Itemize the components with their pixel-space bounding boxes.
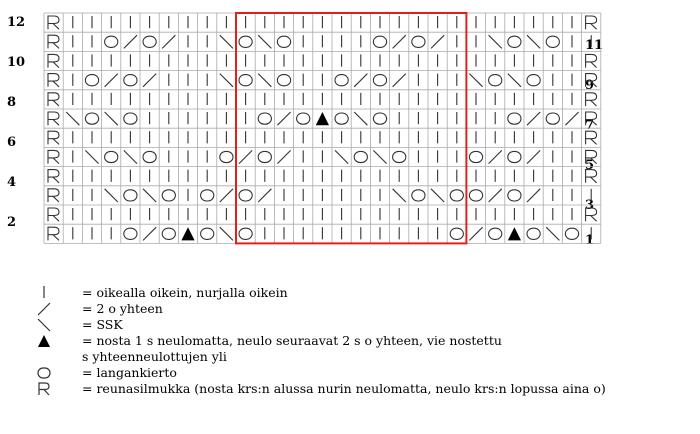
k2tog-mark xyxy=(393,35,406,48)
ssk-mark xyxy=(354,112,367,125)
k2tog-mark xyxy=(162,35,175,48)
ssk-mark xyxy=(124,150,137,163)
ssk-mark xyxy=(393,189,406,202)
circle-icon xyxy=(36,365,52,381)
legend-item-triangle-continued xyxy=(36,349,696,365)
k2tog-mark xyxy=(277,150,290,163)
row-number: 6 xyxy=(7,135,17,150)
ssk-mark xyxy=(105,189,118,202)
triangle-mark xyxy=(508,227,521,240)
yarnover-mark xyxy=(201,228,214,239)
k2tog-mark xyxy=(143,74,156,87)
yarnover-mark xyxy=(508,36,521,47)
edge-stitch-mark xyxy=(48,170,59,183)
edge-stitch-mark xyxy=(48,74,59,87)
yarnover-mark xyxy=(124,190,137,201)
yarnover-mark xyxy=(508,113,521,124)
yarnover-mark xyxy=(162,190,175,201)
knit-icon xyxy=(36,285,52,301)
k2tog-mark xyxy=(239,150,252,163)
row-number: 11 xyxy=(585,38,604,53)
ssk-mark xyxy=(469,74,482,87)
yarnover-mark xyxy=(373,75,386,86)
triangle-mark xyxy=(181,227,194,240)
k2tog-mark xyxy=(469,227,482,240)
ssk-mark xyxy=(220,35,233,48)
ssk-mark xyxy=(258,35,271,48)
k2tog-mark xyxy=(124,35,137,48)
row-number: 3 xyxy=(585,198,595,213)
ssk-mark xyxy=(546,227,559,240)
yarnover-mark xyxy=(565,228,578,239)
yarnover-mark xyxy=(489,75,502,86)
k2tog-mark xyxy=(258,189,271,202)
yarnover-mark xyxy=(277,36,290,47)
yarnover-mark xyxy=(124,75,137,86)
edge-stitch-mark xyxy=(586,54,597,67)
legend-text: = nosta 1 s neulomatta, neulo seuraavat 2 s o yhteen, vie nostettu xyxy=(82,333,502,348)
legend-item-knit xyxy=(36,285,696,301)
edge-stitch-mark xyxy=(586,16,597,29)
k2tog-mark xyxy=(527,112,540,125)
yarnover-mark xyxy=(162,228,175,239)
row-number: 8 xyxy=(7,95,17,110)
edge-stitch-mark xyxy=(48,189,59,202)
yarnover-mark xyxy=(258,113,271,124)
triangle-icon xyxy=(36,333,52,349)
k2tog-mark xyxy=(431,35,444,48)
row-number: 4 xyxy=(7,175,17,190)
ssk-mark xyxy=(143,189,156,202)
k2tog-mark xyxy=(489,150,502,163)
k2tog-mark xyxy=(220,189,233,202)
edge-stitch-mark xyxy=(48,93,59,106)
legend-text: s yhteenneulottujen yli xyxy=(82,349,227,364)
edge-stitch-mark xyxy=(48,35,59,48)
yarnover-mark xyxy=(335,113,348,124)
k2tog-mark xyxy=(527,150,540,163)
yarnover-mark xyxy=(450,228,463,239)
ssk-mark xyxy=(85,150,98,163)
r-icon xyxy=(36,381,52,397)
k2tog-mark xyxy=(277,112,290,125)
legend-item-ssk xyxy=(36,317,696,333)
ssk-mark xyxy=(335,150,348,163)
ssk-icon xyxy=(36,317,52,333)
legend-item-edge-stitch xyxy=(36,381,696,397)
legend-text: = 2 o yhteen xyxy=(82,301,163,316)
edge-stitch-mark xyxy=(48,54,59,67)
legend-text: = langankierto xyxy=(82,365,177,380)
yarnover-mark xyxy=(527,75,540,86)
edge-stitch-mark xyxy=(48,150,59,163)
ssk-mark xyxy=(527,35,540,48)
legend-text: = reunasilmukka (nosta krs:n alussa nurin neulomatta, neulo krs:n lopussa aina o) xyxy=(82,381,606,396)
row-numbers-left xyxy=(7,15,25,230)
yarnover-mark xyxy=(239,190,252,201)
row-number: 10 xyxy=(7,55,26,70)
edge-stitch-mark xyxy=(48,16,59,29)
yarnover-mark xyxy=(277,75,290,86)
edge-stitch-mark xyxy=(48,227,59,240)
yarnover-mark xyxy=(239,36,252,47)
yarnover-mark xyxy=(124,113,137,124)
row-number: 5 xyxy=(585,158,595,173)
k2tog-mark xyxy=(393,74,406,87)
yarnover-mark xyxy=(546,36,559,47)
edge-stitch-mark xyxy=(586,131,597,144)
yarnover-mark xyxy=(239,228,252,239)
legend-item-k2tog xyxy=(36,301,696,317)
yarnover-mark xyxy=(508,151,521,162)
row-numbers-right xyxy=(585,38,603,248)
yarnover-mark xyxy=(508,190,521,201)
yarnover-mark xyxy=(469,190,482,201)
row-number: 7 xyxy=(585,118,595,133)
k2tog-mark xyxy=(527,189,540,202)
ssk-mark xyxy=(220,227,233,240)
legend-text: = oikealla oikein, nurjalla oikein xyxy=(82,285,288,300)
k2tog-mark xyxy=(489,189,502,202)
yarnover-mark xyxy=(546,113,559,124)
ssk-mark xyxy=(220,74,233,87)
yarnover-mark xyxy=(354,151,367,162)
k2tog-icon xyxy=(36,301,52,317)
edge-stitch-mark xyxy=(586,93,597,106)
ssk-mark xyxy=(489,35,502,48)
ssk-mark xyxy=(373,150,386,163)
yarnover-mark xyxy=(124,228,137,239)
legend-text: = SSK xyxy=(82,317,123,332)
k2tog-mark xyxy=(143,227,156,240)
yarnover-mark xyxy=(412,36,425,47)
yarnover-mark xyxy=(239,75,252,86)
yarnover-mark xyxy=(373,113,386,124)
yarnover-mark xyxy=(258,151,271,162)
yarnover-mark xyxy=(143,151,156,162)
ssk-mark xyxy=(258,74,271,87)
yarnover-mark xyxy=(105,151,118,162)
row-number: 12 xyxy=(7,15,26,30)
yarnover-mark xyxy=(412,190,425,201)
legend-item-triangle xyxy=(36,333,696,349)
yarnover-mark xyxy=(85,113,98,124)
yarnover-mark xyxy=(220,151,233,162)
row-number: 9 xyxy=(585,78,595,93)
yarnover-mark xyxy=(85,75,98,86)
yarnover-mark xyxy=(143,36,156,47)
edge-stitch-mark xyxy=(48,208,59,221)
yarnover-mark xyxy=(489,228,502,239)
edge-stitch-mark xyxy=(48,112,59,125)
legend xyxy=(36,285,696,397)
yarnover-mark xyxy=(469,151,482,162)
yarnover-mark xyxy=(335,75,348,86)
yarnover-mark xyxy=(105,36,118,47)
edge-stitch-mark xyxy=(48,131,59,144)
ssk-mark xyxy=(105,112,118,125)
k2tog-mark xyxy=(105,74,118,87)
ssk-mark xyxy=(508,74,521,87)
k2tog-mark xyxy=(565,112,578,125)
yarnover-mark xyxy=(201,190,214,201)
yarnover-mark xyxy=(297,113,310,124)
k2tog-mark xyxy=(354,74,367,87)
ssk-mark xyxy=(66,112,79,125)
legend-item-yarnover xyxy=(36,365,696,381)
yarnover-mark xyxy=(527,228,540,239)
yarnover-mark xyxy=(393,151,406,162)
row-number: 2 xyxy=(7,215,17,230)
yarnover-mark xyxy=(450,190,463,201)
ssk-mark xyxy=(431,189,444,202)
triangle-mark xyxy=(316,112,329,125)
row-number: 1 xyxy=(585,233,595,248)
yarnover-mark xyxy=(373,36,386,47)
